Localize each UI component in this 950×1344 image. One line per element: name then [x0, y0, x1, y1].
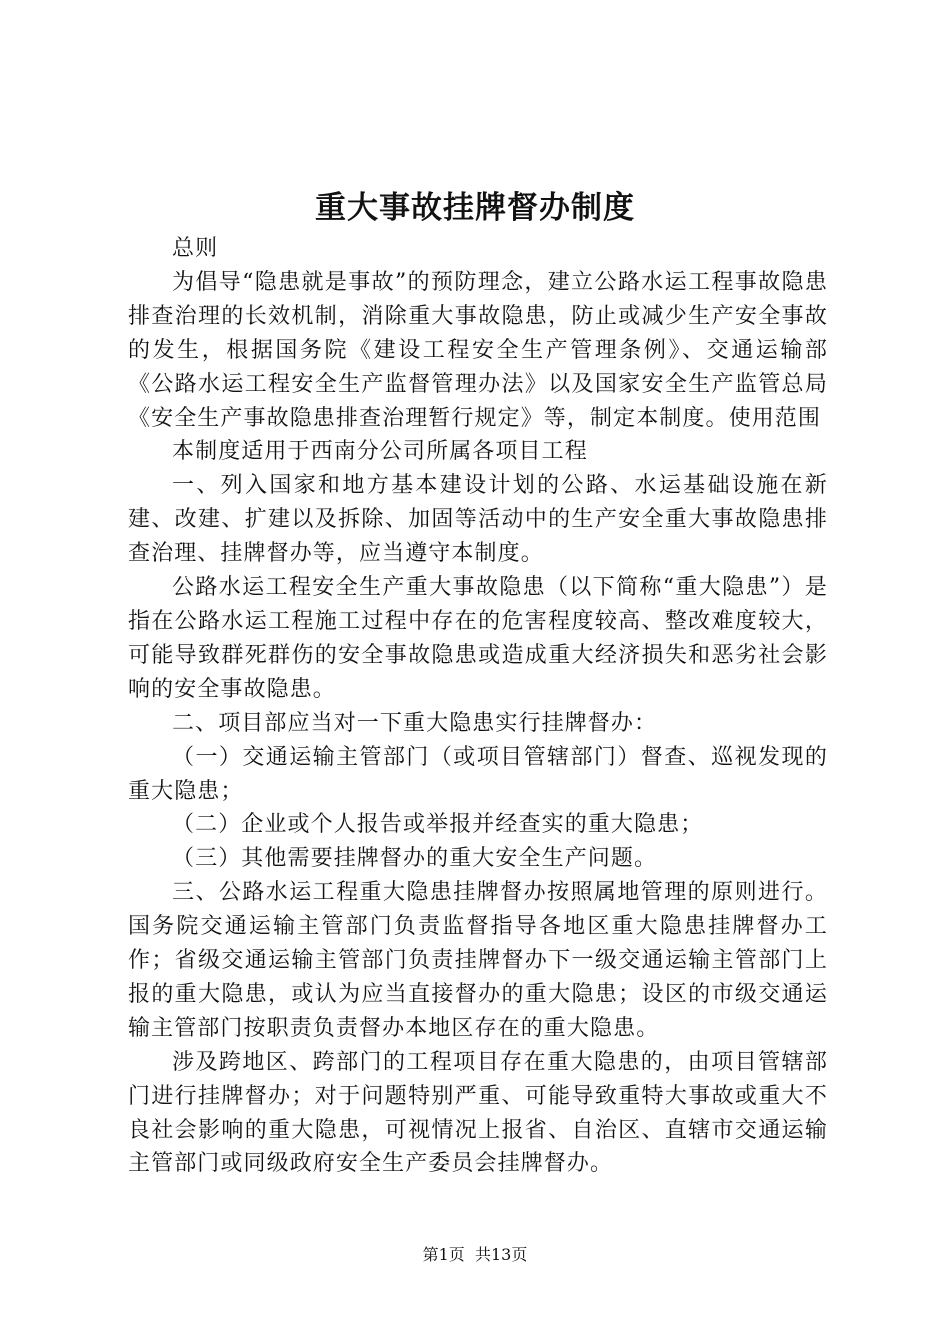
paragraph: （二）企业或个人报告或举报并经查实的重大隐患；: [172, 812, 704, 838]
paragraph: 公路水运工程安全生产重大事故隐患（以下简称“重大隐患”）是指在公路水运工程施工过程中存在的危害程度较高、整改难度较大，可能导致群死群伤的安全事故隐患或造成重大经济损失和恶劣社会影响的安全事故隐患。: [128, 575, 828, 702]
paragraph: （一）交通运输主管部门（或项目管辖部门）督查、巡视发现的重大隐患；: [128, 744, 828, 804]
page-footer: [0, 1243, 950, 1267]
paragraph: 总则: [172, 236, 219, 261]
document-title: 重大事故挂牌督办制度: [315, 190, 635, 226]
page-total: 共13页: [474, 1245, 528, 1264]
paragraph: 本制度适用于西南分公司所属各项目工程: [172, 439, 588, 465]
page-number: 第1页: [422, 1245, 465, 1264]
paragraph: 涉及跨地区、跨部门的工程项目存在重大隐患的，由项目管辖部门进行挂牌督办；对于问题特别严重、可能导致重特大事故或重大不良社会影响的重大隐患，可视情况上报省、自治区、直辖市交通运输主管部门或同级政府安全生产委员会挂牌督办。: [128, 1049, 828, 1177]
paragraph: 为倡导“隐患就是事故”的预防理念，建立公路水运工程事故隐患排查治理的长效机制，消除重大事故隐患，防止或减少生产安全事故的发生，根据国务院《建设工程安全生产管理条例》、交通运输部《公路水运工程安全生产监督管理办法》以及国家安全生产监管总局《安全生产事故隐患排查治理暂行规定》等，制定本制度。使用范围: [128, 269, 828, 431]
paragraph: 三、公路水运工程重大隐患挂牌督办按照属地管理的原则进行。国务院交通运输主管部门负责监督指导各地区重大隐患挂牌督办工作；省级交通运输主管部门负责挂牌督办下一级交通运输主管部门上报的重大隐患，或认为应当直接督办的重大隐患；设区的市级交通运输主管部门按职责负责督办本地区存在的重大隐患。: [128, 880, 828, 1041]
document-body: [128, 232, 828, 1181]
paragraph: （三）其他需要挂牌督办的重大安全生产问题。: [172, 846, 658, 872]
paragraph: 二、项目部应当对一下重大隐患实行挂牌督办：: [172, 710, 658, 736]
paragraph: 一、列入国家和地方基本建设计划的公路、水运基础设施在新建、改建、扩建以及拆除、加固等活动中的生产安全重大事故隐患排查治理、挂牌督办等，应当遵守本制度。: [128, 473, 828, 567]
